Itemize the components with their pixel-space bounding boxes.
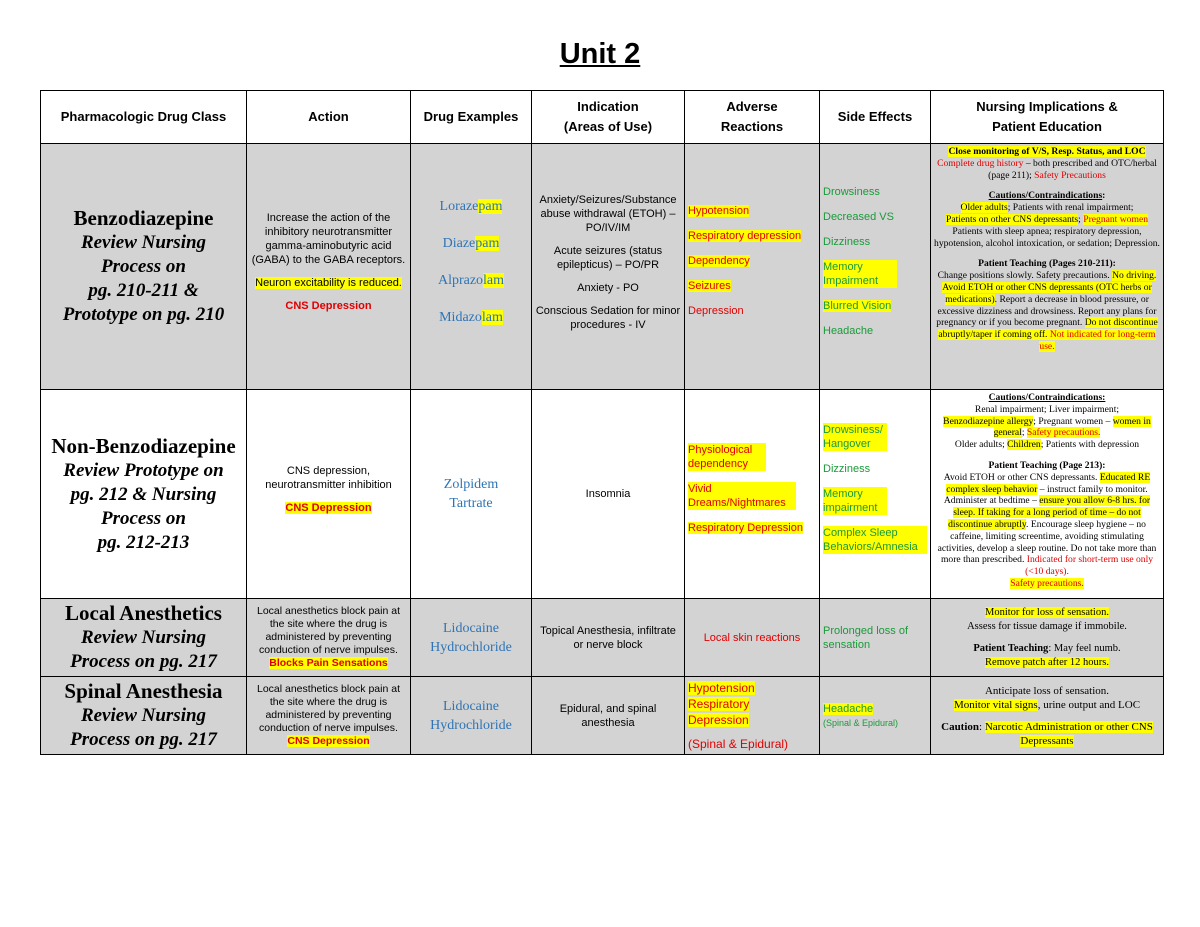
table-row [41, 599, 1164, 677]
adverse-cell: Hypotension Respiratory depression Dependency Seizures Depression [685, 144, 820, 390]
nursing-cell: Cautions/Contraindications: Renal impairment; Liver impairment; Benzodiazepine allergy; Pregnant women – women in general; Safety precautions. Older adults; Children; Patients with depression Patient Teaching (Page 213): Avoid ETOH or other CNS depressants. Educated RE complex sleep behavior – instruct family to monitor. Administer at bedtime – ensure you allow 6-8 hrs. for sleep. If taking for a long period of time – do not discontinue abruptly. Encourage sleep hygiene – no caffeine, limiting screentime, avoiding stimulating activities, develop a sleep routine. Do not take more than more than prescribed. Indicated for short-term use only (<10 days). Safety precautions. [931, 390, 1164, 599]
header-side-effects: Side Effects [820, 91, 931, 144]
drug-class-cell: Spinal Anesthesia Review Nursing Process on pg. 217 [41, 677, 247, 755]
table-row [41, 677, 1164, 755]
drug-class-cell: Non-Benzodiazepine Review Prototype on pg. 212 & Nursing Process on pg. 212-213 [41, 390, 247, 599]
header-drug-class: Pharmacologic Drug Class [41, 91, 247, 144]
nursing-cell: Monitor for loss of sensation. Assess for tissue damage if immobile. Patient Teaching: May feel numb. Remove patch after 12 hours. [931, 599, 1164, 677]
action-cell: Increase the action of the inhibitory neurotransmitter gamma-aminobutyric acid (GABA) to the GABA receptors. Neuron excitability is reduced. CNS Depression [247, 144, 411, 390]
side-effects-cell: Prolonged loss of sensation [820, 599, 931, 677]
header-drug-examples: Drug Examples [411, 91, 532, 144]
drug-class-cell: Local Anesthetics Review Nursing Process on pg. 217 [41, 599, 247, 677]
header-nursing: Nursing Implications & Patient Education [931, 91, 1164, 144]
table-row [41, 144, 1164, 390]
table-row [41, 390, 1164, 599]
action-cell: Local anesthetics block pain at the site where the drug is administered by preventing conduction of nerve impulses. Blocks Pain Sensations [247, 599, 411, 677]
drug-class-cell: Benzodiazepine Review Nursing Process on pg. 210-211 & Prototype on pg. 210 [41, 144, 247, 390]
side-effects-cell: Drowsiness Decreased VS Dizziness Memory Impairment Blurred Vision Headache [820, 144, 931, 390]
drug-examples-cell: Lorazepam Diazepam Alprazolam Midazolam [411, 144, 532, 390]
header-action: Action [247, 91, 411, 144]
drug-examples-cell: Zolpidem Tartrate [411, 390, 532, 599]
indication-cell: Epidural, and spinal anesthesia [532, 677, 685, 755]
drug-table [40, 90, 1164, 755]
adverse-cell: Local skin reactions [685, 599, 820, 677]
header-adverse: Adverse Reactions [685, 91, 820, 144]
adverse-cell: Physiological dependency Vivid Dreams/Nightmares Respiratory Depression [685, 390, 820, 599]
side-effects-cell: Drowsiness/ Hangover Dizziness Memory impairment Complex Sleep Behaviors/Amnesia [820, 390, 931, 599]
page-title: Unit 2 [559, 38, 641, 70]
adverse-cell: Hypotension Respiratory Depression (Spinal & Epidural) [685, 677, 820, 755]
side-effects-cell: Headache (Spinal & Epidural) [820, 677, 931, 755]
nursing-cell: Anticipate loss of sensation. Monitor vital signs, urine output and LOC Caution: Narcotic Administration or other CNS Depressants [931, 677, 1164, 755]
nursing-cell: Close monitoring of V/S, Resp. Status, and LOC Complete drug history – both prescribed and OTC/herbal (page 211); Safety Precautions Cautions/Contraindications: Older adults; Patients with renal impairment; Patients on other CNS depressants; Pregnant women Patients with sleep apnea; respiratory depression, hypotension, alcohol intoxication, or sedation; Depression. Patient Teaching (Pages 210-211): Change positions slowly. Safety precautions. No driving. Avoid ETOH or other CNS depressants (OTC herbs or medications). Report a decrease in blood pressure, or excessive dizziness and drowsiness. Report any plans for pregnancy or if you become pregnant. Do not discontinue abruptly/taper if coming off. Not indicated for long-term use. [931, 144, 1164, 390]
drug-examples-cell: Lidocaine Hydrochloride [411, 599, 532, 677]
header-indication: Indication (Areas of Use) [532, 91, 685, 144]
indication-cell: Anxiety/Seizures/Substance abuse withdrawal (ETOH) – PO/IV/IM Acute seizures (status epilepticus) – PO/PR Anxiety - PO Conscious Sedation for minor procedures - IV [532, 144, 685, 390]
action-cell: Local anesthetics block pain at the site where the drug is administered by preventing conduction of nerve impulses. CNS Depression [247, 677, 411, 755]
indication-cell: Insomnia [532, 390, 685, 599]
header-row [41, 91, 1164, 144]
indication-cell: Topical Anesthesia, infiltrate or nerve block [532, 599, 685, 677]
action-cell: CNS depression, neurotransmitter inhibition CNS Depression [247, 390, 411, 599]
drug-examples-cell: Lidocaine Hydrochloride [411, 677, 532, 755]
